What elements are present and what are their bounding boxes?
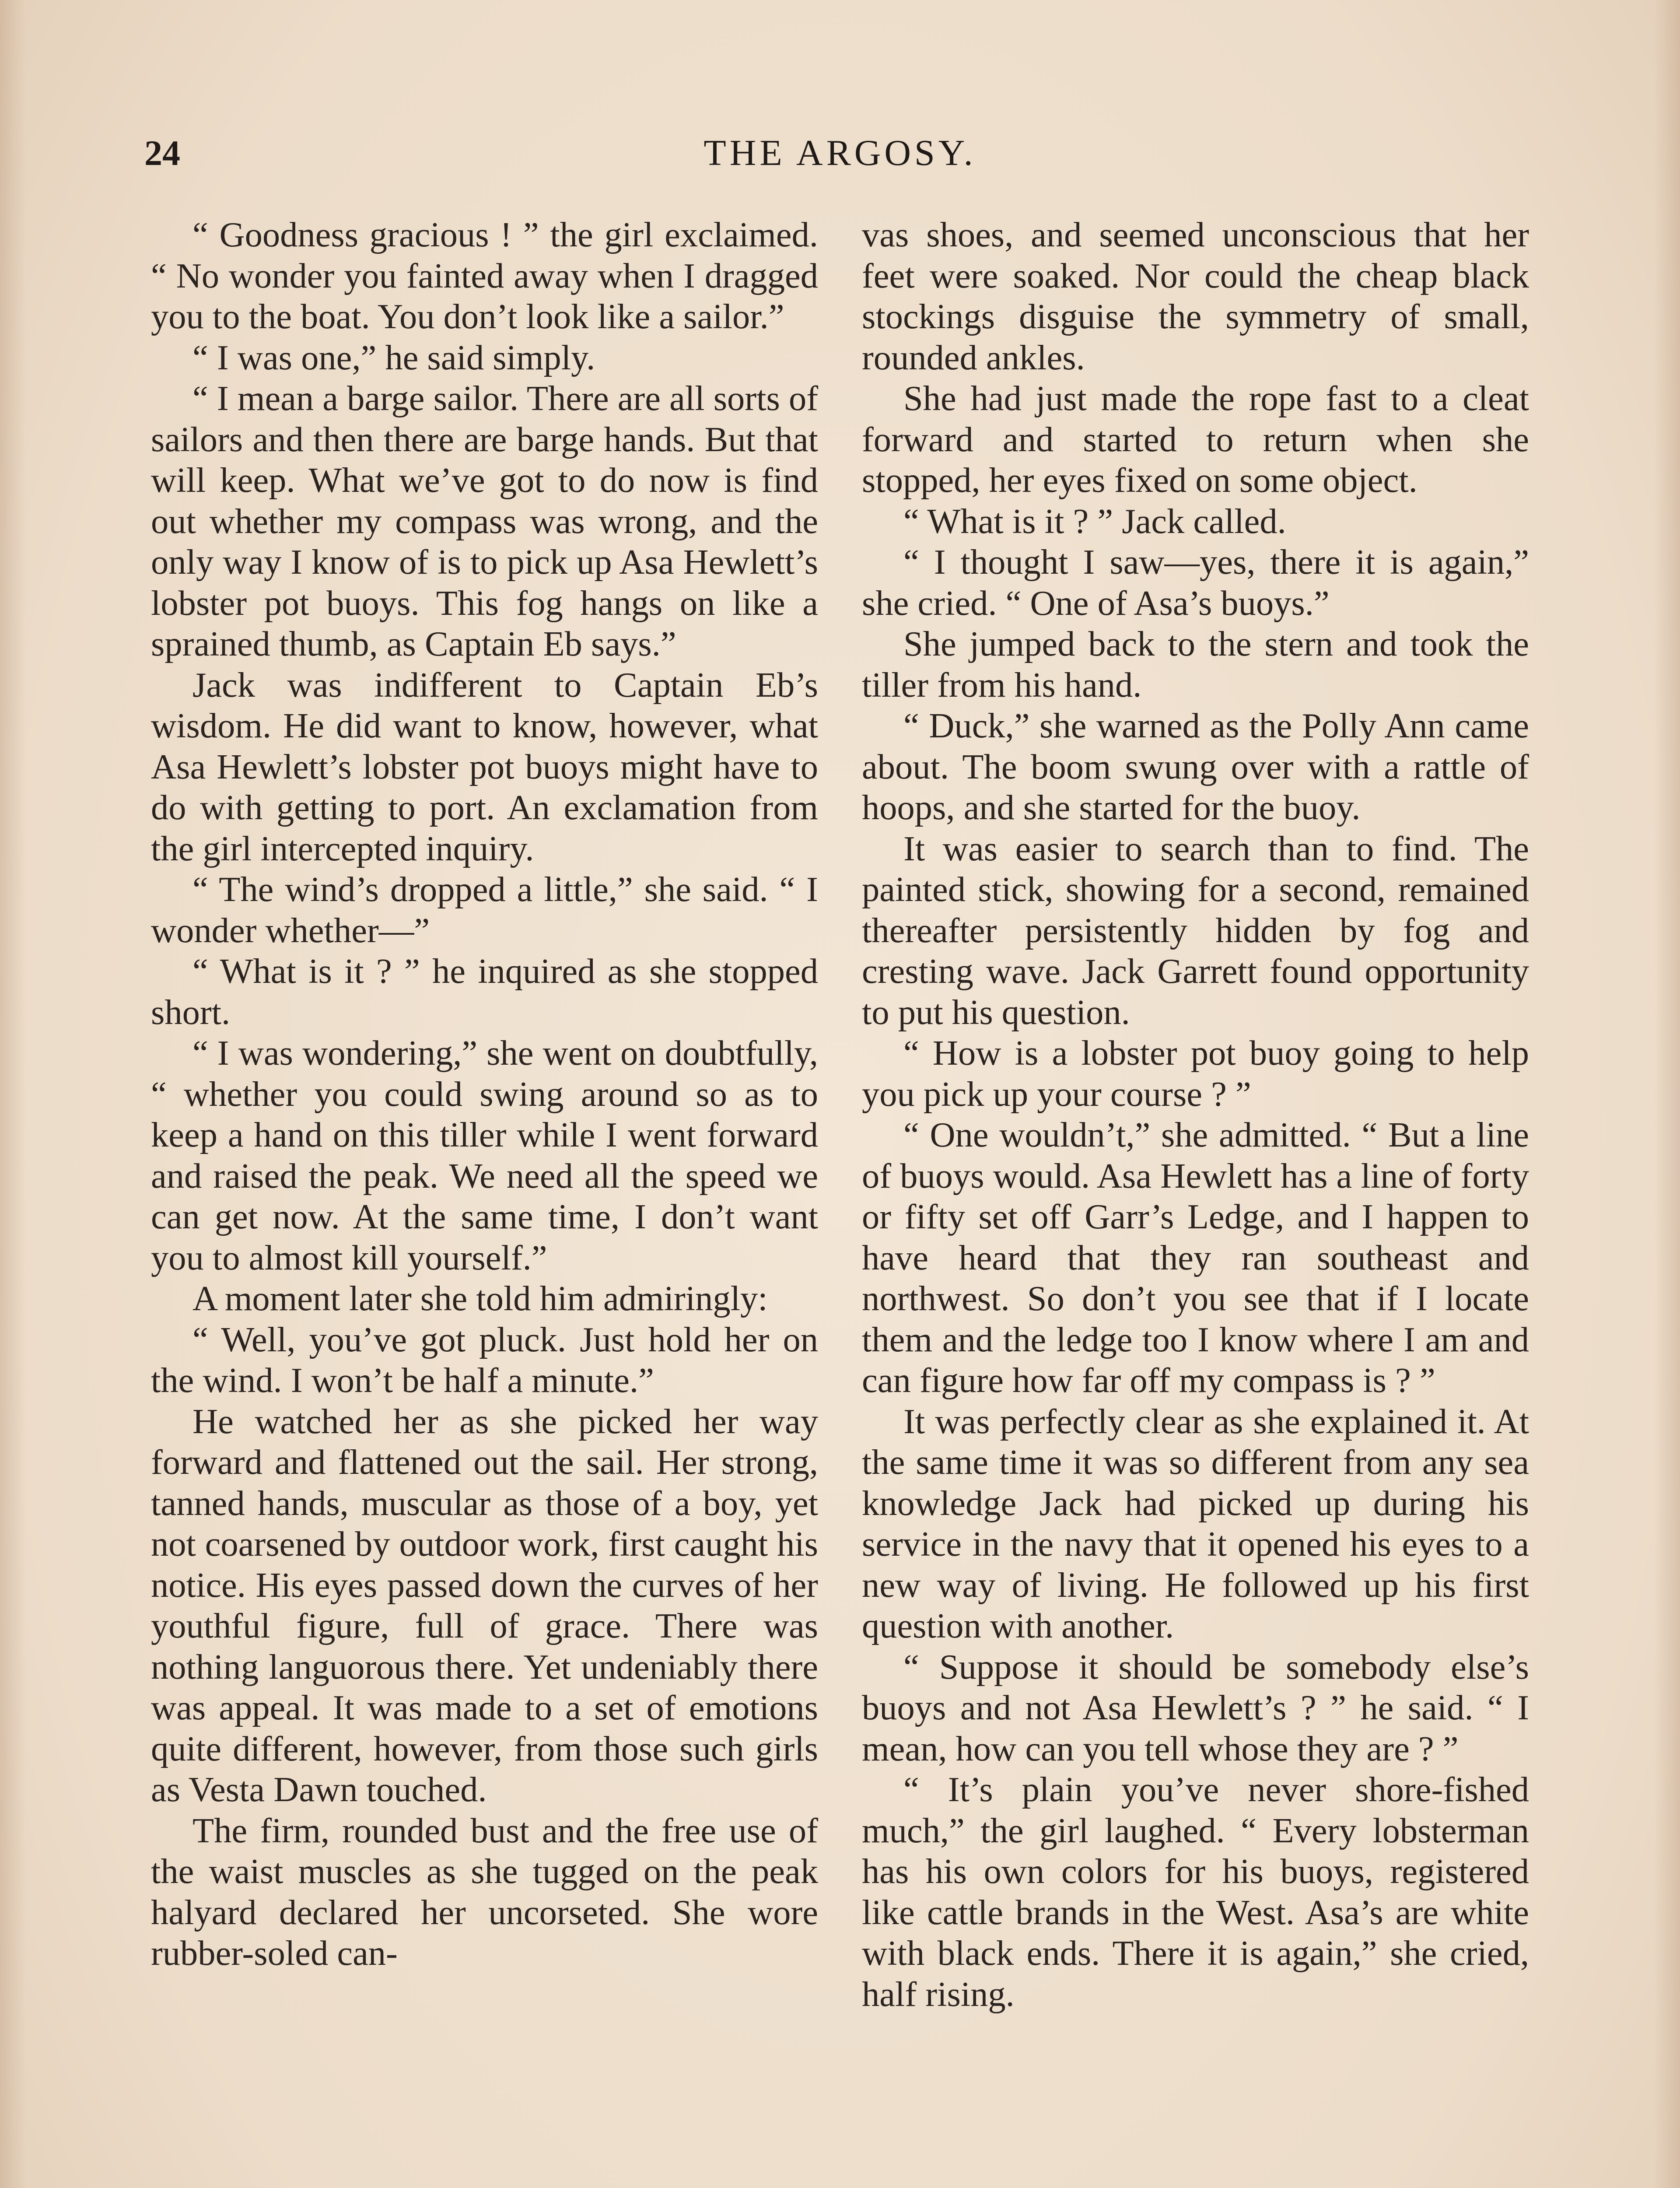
paragraph: “ Suppose it should be somebody else’s buoys and not Asa Hewlett’s ? ” he said. “ I mean, how can you tell whose they are ? ” [862, 1647, 1529, 1768]
paragraph: “ I mean a barge sailor. There are all sorts of sailors and then there are barge hands. But that will keep. What we’ve got to do now is find out whether my compass was wrong, and the only way I know of is to pick up Asa Hewlett’s lobster pot buoys. This fog hangs on like a sprained thumb, as Captain Eb says.” [151, 379, 818, 663]
page-number: 24 [144, 133, 180, 173]
paragraph: It was perfectly clear as she explained it. At the same time it was so different from any sea knowledge Jack had picked up during his service in the navy that it opened his eyes to a new way of living. He followed up his first question with another. [862, 1402, 1529, 1645]
paragraph: “ Duck,” she warned as the Polly Ann came about. The boom swung over with a rattle of hoops, and she started for the buoy. [862, 706, 1529, 827]
paragraph: A moment later she told him admiringly: [192, 1279, 768, 1318]
paragraph-continued: vas shoes, and seemed unconscious that her feet were soaked. Nor could the cheap black stockings disguise the symmetry of small, rounded ankles. [862, 215, 1529, 377]
paragraph: She had just made the rope fast to a cleat forward and started to return when she stopped, her eyes fixed on some object. [862, 379, 1529, 500]
paragraph: “ What is it ? ” Jack called. [903, 501, 1286, 541]
left-column [151, 214, 818, 1974]
running-title: THE ARGOSY. [704, 133, 976, 173]
paragraph: “ What is it ? ” he inquired as she stopped short. [151, 952, 818, 1032]
right-column [862, 214, 1529, 2015]
paragraph: She jumped back to the stern and took the tiller from his hand. [862, 624, 1529, 705]
paragraph: “ Well, you’ve got pluck. Just hold her on the wind. I won’t be half a minute.” [151, 1320, 818, 1400]
paragraph: Jack was indifferent to Captain Eb’s wisdom. He did want to know, however, what Asa Hewlett’s lobster pot buoys might have to do with getting to port. An exclamation from the girl intercepted inquiry. [151, 665, 818, 868]
paragraph: He watched her as she picked her way forward and flattened out the sail. Her strong, tanned hands, muscular as those of a boy, yet not coarsened by outdoor work, first caught his notice. His eyes passed down the curves of her youthful figure, full of grace. There was nothing languorous there. Yet undeniably there was appeal. It was made to a set of emotions quite different, however, from those such girls as Vesta Dawn touched. [151, 1402, 818, 1809]
paragraph: “ It’s plain you’ve never shore-fished much,” the girl laughed. “ Every lobsterman has his own colors for his buoys, registered like cattle brands in the West. Asa’s are white with black ends. There it is again,” she cried, half rising. [862, 1770, 1529, 2014]
paragraph: “ One wouldn’t,” she admitted. “ But a line of buoys would. Asa Hewlett has a line of forty or fifty set off Garr’s Ledge, and I happen to have heard that they ran southeast and northwest. So don’t you see that if I locate them and the ledge too I know where I am and can figure how far off my compass is ? ” [862, 1115, 1529, 1400]
paragraph: “ I thought I saw—yes, there it is again,” she cried. “ One of Asa’s buoys.” [862, 543, 1529, 623]
page-edge-left [0, 0, 26, 2188]
paragraph: “ Goodness gracious ! ” the girl exclaimed. “ No wonder you fainted away when I dragged you to the boat. You don’t look like a sailor.” [151, 215, 818, 336]
paragraph: “ I was wondering,” she went on doubtfully, “ whether you could swing around so as to keep a hand on this tiller while I went forward and raised the peak. We need all the speed we can get now. At the same time, I don’t want you to almost kill yourself.” [151, 1034, 818, 1277]
paragraph: “ I was one,” he said simply. [192, 338, 595, 377]
paragraph: “ How is a lobster pot buoy going to help you pick up your course ? ” [862, 1034, 1529, 1114]
paragraph: The firm, rounded bust and the free use of the waist muscles as she tugged on the peak halyard declared her uncorseted. She wore rubber-soled can- [151, 1811, 818, 1973]
paragraph: It was easier to search than to find. The painted stick, showing for a second, remained thereafter persistently hidden by fog and cresting wave. Jack Garrett found opportunity to put his question. [862, 829, 1529, 1032]
paragraph: “ The wind’s dropped a little,” she said. “ I wonder whether—” [151, 870, 818, 950]
page-edge-right [1654, 0, 1680, 2188]
